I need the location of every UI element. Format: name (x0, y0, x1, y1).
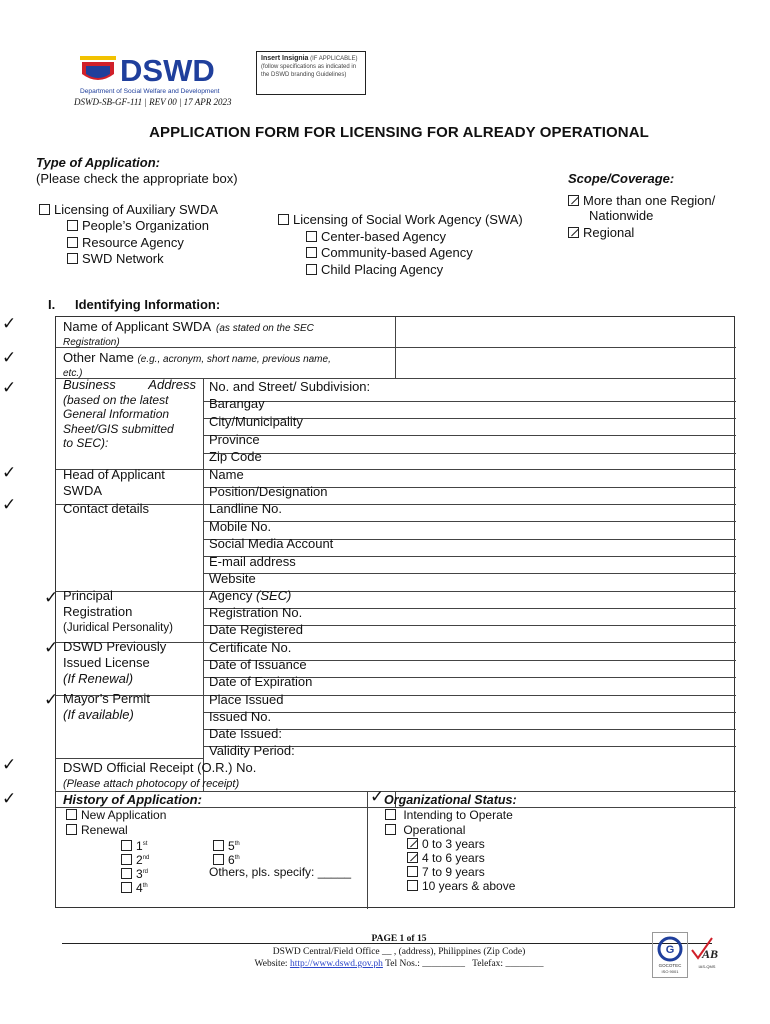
option-regional[interactable]: Regional (568, 225, 634, 240)
check-mark-icon: ✓ (2, 755, 17, 775)
section-number: I. (48, 297, 56, 312)
option-renewal-4th[interactable]: 4th (121, 879, 148, 896)
option-swd-network[interactable]: SWD Network (67, 251, 164, 266)
check-mark-icon: ✓ (44, 638, 59, 658)
section-title: Identifying Information: (75, 297, 221, 312)
ab-accreditation-icon (690, 932, 724, 978)
option-auxiliary-swda[interactable]: Licensing of Auxiliary SWDA (39, 202, 218, 217)
field-province[interactable]: Province (209, 432, 260, 447)
svg-text:IAS-QMS: IAS-QMS (698, 964, 716, 969)
check-mark-icon: ✓ (2, 348, 17, 368)
option-7-9-years[interactable]: 7 to 9 years (407, 865, 485, 880)
check-mark-icon: ✓ (2, 495, 17, 515)
check-mark-icon: ✓ (2, 463, 17, 483)
contact-details-label: Contact details (63, 501, 149, 516)
option-renewal-1st[interactable]: 1st (121, 837, 147, 854)
field-mobile[interactable]: Mobile No. (209, 519, 272, 534)
field-zip[interactable]: Zip Code (209, 449, 262, 464)
checkbox-0-3-years[interactable] (407, 838, 418, 849)
checkbox-4-6-years[interactable] (407, 852, 418, 863)
field-date-issued[interactable]: Date Issued: (209, 726, 282, 741)
insignia-title: Insert Insignia (261, 55, 309, 62)
option-renewal[interactable]: Renewal (66, 823, 128, 838)
checkbox-10-years[interactable] (407, 880, 418, 891)
checkbox-operational[interactable] (385, 824, 396, 835)
field-certificate-no[interactable]: Certificate No. (209, 640, 292, 655)
dswd-emblem-icon (80, 52, 260, 96)
option-renewal-2nd[interactable]: 2nd (121, 851, 149, 868)
option-center-based[interactable]: Center-based Agency (306, 229, 446, 244)
svg-text:G: G (665, 944, 675, 956)
document-code: DSWD-SB-GF-111 | REV 00 | 17 APR 2023 (74, 97, 232, 107)
checkbox-swa[interactable] (278, 214, 289, 225)
checkbox-community-based[interactable] (306, 247, 317, 258)
option-resource-agency[interactable]: Resource Agency (67, 235, 184, 250)
field-social-media[interactable]: Social Media Account (209, 536, 334, 551)
logo-subtext: Department of Social Welfare and Development (80, 88, 220, 95)
option-0-3-years[interactable]: 0 to 3 years (407, 837, 485, 852)
field-city[interactable]: City/Municipality (209, 414, 303, 429)
option-nationwide-line2: Nationwide (589, 208, 654, 223)
principal-registration-label: Principal Registration (Juridical Personality) (63, 588, 173, 634)
field-head-name[interactable]: Name (209, 467, 244, 482)
svg-text:AB: AB (701, 947, 719, 961)
business-address-label: Business Address (based on the latest General Information Sheet/GIS submitted to SEC): (63, 377, 196, 450)
type-instruction: (Please check the appropriate box) (36, 171, 238, 186)
scope-label: Scope/Coverage: (568, 171, 675, 186)
logo-text: DSWD (120, 53, 215, 88)
name-of-applicant-label: Name of Applicant SWDA (as stated on the SEC $^{Registration)}$ (63, 319, 314, 348)
mayors-permit-label: Mayor’s Permit (If available) (63, 691, 150, 722)
field-date-issuance[interactable]: Date of Issuance (209, 657, 307, 672)
option-renewal-3rd[interactable]: 3rd (121, 865, 148, 882)
dswd-logo (80, 52, 260, 96)
check-mark-icon: ✓ (2, 378, 17, 398)
option-new-application[interactable]: New Application (66, 808, 166, 823)
field-barangay[interactable]: Barangay (209, 396, 265, 411)
page-number: PAGE 1 of 15 (371, 934, 427, 944)
option-nationwide[interactable]: More than one Region/ (568, 193, 715, 208)
option-operational[interactable]: Operational (385, 823, 465, 838)
checkbox-intending[interactable] (385, 809, 396, 820)
option-4-6-years[interactable]: 4 to 6 years (407, 851, 485, 866)
checkbox-4th[interactable] (121, 882, 132, 893)
option-renewal-6th[interactable]: 6th (213, 851, 240, 868)
check-mark-icon: ✓ (2, 789, 17, 809)
option-renewal-5th[interactable]: 5th (213, 837, 240, 854)
checkbox-new-application[interactable] (66, 809, 77, 820)
type-of-application-label: Type of Application: (36, 155, 160, 170)
page-title: APPLICATION FORM FOR LICENSING FOR ALREADY OPERATIONAL (149, 124, 649, 141)
previous-license-label: DSWD Previously Issued License (If Renewal) (63, 639, 167, 686)
field-email[interactable]: E-mail address (209, 554, 296, 569)
other-name-label: Other Name (e.g., acronym, short name, previous name, $^{etc.)}$ (63, 350, 331, 379)
checkbox-child-placing[interactable] (306, 264, 317, 275)
gocotec-certification-icon (652, 932, 688, 978)
checkbox-swd-network[interactable] (67, 253, 78, 264)
head-of-applicant-label: Head of Applicant SWDA (63, 467, 165, 498)
checkbox-nationwide[interactable] (568, 195, 579, 206)
insignia-placeholder (256, 51, 366, 95)
checkbox-center-based[interactable] (306, 231, 317, 242)
option-intending[interactable]: Intending to Operate (385, 808, 513, 823)
check-mark-icon: ✓ (44, 588, 59, 608)
field-landline[interactable]: Landline No. (209, 501, 282, 516)
website-link[interactable]: http://www.dswd.gov.ph (289, 959, 383, 969)
checkbox-7-9-years[interactable] (407, 866, 418, 877)
field-registration-no[interactable]: Registration No. (209, 605, 303, 620)
checkbox-resource-agency[interactable] (67, 237, 78, 248)
option-10-years[interactable]: 10 years & above (407, 879, 515, 894)
option-swa[interactable]: Licensing of Social Work Agency (SWA) (278, 212, 523, 227)
insignia-note: (follow specifications as indicated in the DSWD branding Guidelines) (261, 64, 357, 78)
field-agency-sec[interactable]: Agency (SEC) (209, 588, 292, 603)
option-peoples-organization[interactable]: People’s Organization (67, 218, 209, 233)
field-others-specify[interactable]: Others, pls. specify: _____ (209, 865, 352, 879)
check-mark-icon: ✓ (44, 690, 59, 710)
svg-text:GOCOTEC: GOCOTEC (658, 963, 682, 968)
field-place-issued[interactable]: Place Issued (209, 692, 284, 707)
checkbox-2nd[interactable] (121, 854, 132, 865)
checkbox-renewal[interactable] (66, 824, 77, 835)
checkbox-auxiliary[interactable] (39, 204, 50, 215)
field-street[interactable]: No. and Street/ Subdivision: (209, 379, 371, 394)
organizational-status-title: Organizational Status: (384, 793, 517, 807)
checkbox-5th[interactable] (213, 840, 224, 851)
footer-office: DSWD Central/Field Office __ , (address), Philippines (Zip Code) (272, 947, 526, 957)
check-mark-icon: ✓ (2, 314, 17, 334)
field-head-position[interactable]: Position/Designation (209, 484, 328, 499)
checkbox-3rd[interactable] (121, 868, 132, 879)
field-issued-no[interactable]: Issued No. (209, 709, 272, 724)
checkbox-regional[interactable] (568, 227, 579, 238)
checkbox-peoples-organization[interactable] (67, 220, 78, 231)
field-date-registered[interactable]: Date Registered (209, 622, 303, 637)
field-date-expiration[interactable]: Date of Expiration (209, 674, 313, 689)
checkbox-1st[interactable] (121, 840, 132, 851)
insignia-tag: (IF APPLICABLE) (310, 56, 358, 62)
check-mark-icon: ✓ (370, 787, 385, 807)
official-receipt-label: DSWD Official Receipt (O.R.) No. (Please attach photocopy of receipt) (63, 760, 257, 790)
history-title: History of Application: (63, 792, 202, 807)
field-validity-period[interactable]: Validity Period: (209, 743, 295, 758)
checkbox-6th[interactable] (213, 854, 224, 865)
option-child-placing[interactable]: Child Placing Agency (306, 262, 443, 277)
svg-text:ISO 9001: ISO 9001 (661, 969, 679, 974)
option-community-based[interactable]: Community-based Agency (306, 245, 473, 260)
footer-contact: Website: http://www.dswd.gov.ph Tel Nos.: _________ Telefax: ________ (254, 959, 544, 969)
field-website[interactable]: Website (209, 571, 256, 586)
